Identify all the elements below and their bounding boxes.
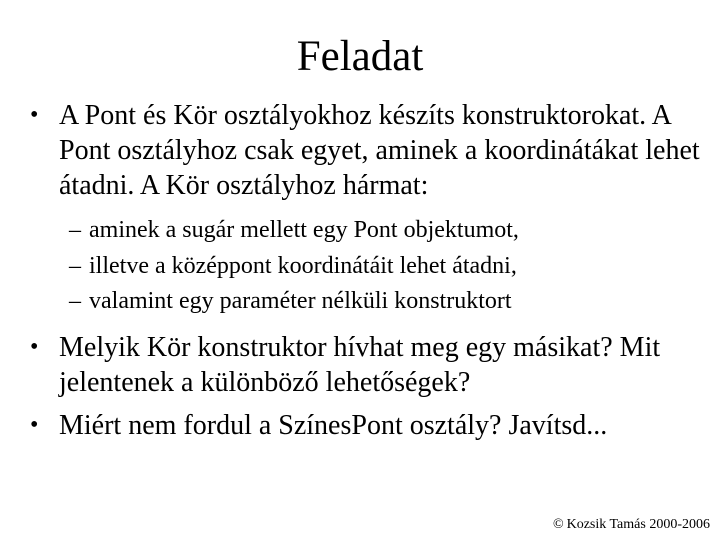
bullet-text: Melyik Kör konstruktor hívhat meg egy másikat? Mit jelentenek a különböző lehetőségek? xyxy=(59,331,661,398)
sub-bullet-marker: – xyxy=(69,288,81,314)
bullet-marker: • xyxy=(30,102,39,128)
sub-bullet-item-1 xyxy=(30,213,710,249)
slide-footer xyxy=(553,516,710,534)
bullet-item-1 xyxy=(30,98,710,203)
sub-bullet-text: illetve a középpont koordinátáit lehet átadni, xyxy=(89,252,517,279)
slide-title: Feladat xyxy=(296,33,424,80)
sub-bullet-marker: – xyxy=(69,252,81,279)
bullet-item-2 xyxy=(30,330,710,400)
bullet-item-3 xyxy=(30,408,710,443)
sub-bullet-item-2 xyxy=(30,249,710,285)
sub-bullet-marker: – xyxy=(69,217,81,243)
bullet-marker: • xyxy=(30,333,39,360)
sub-bullet-item-3 xyxy=(30,284,710,320)
bullet-list xyxy=(30,98,710,443)
sub-bullet-text: valamint egy paraméter nélküli konstruktort xyxy=(89,288,512,314)
bullet-marker: • xyxy=(30,411,39,438)
bullet-text: A Pont és Kör osztályokhoz készíts konstruktorokat. A Pont osztályhoz csak egyet, aminek a koordinátákat lehet átadni. A Kör osztályhoz hármat: xyxy=(59,100,700,201)
sub-bullet-text: aminek a sugár mellett egy Pont objektumot, xyxy=(89,217,519,243)
bullet-text: Miért nem fordul a SzínesPont osztály? Javítsd... xyxy=(59,409,608,441)
sub-bullet-list xyxy=(30,213,710,320)
copyright-icon: © xyxy=(552,517,564,532)
footer-text: Kozsik Tamás 2000-2006 xyxy=(566,517,710,532)
